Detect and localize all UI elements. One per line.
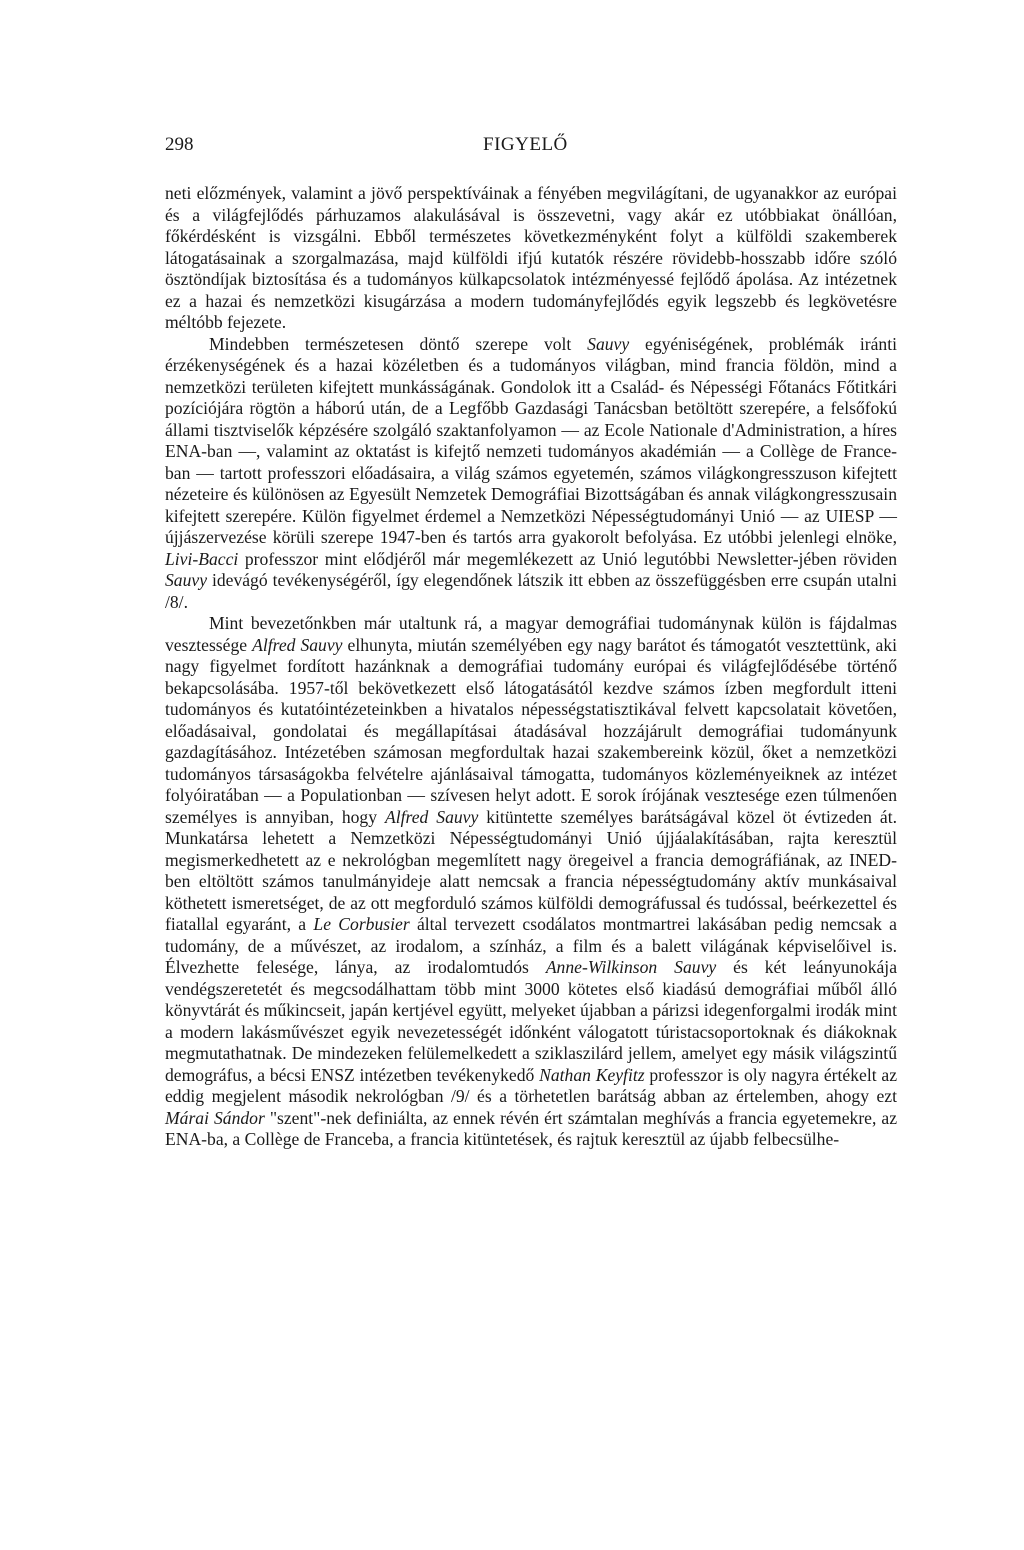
text-run: és két leányunokája vendégszeretetét és megcsodálhattam több mint 3000 kötetes első kiadású demográfiai műből álló könyvtárát és műkincseit, japán kertjével együtt, melyeket újabban a párizsi idegenforgalmi irodák mint a modern lakásművészet egyik nevezetességét időnként válogatott túristacsoportoknak és diákoknak megmutathatnak. De mindezeken felülemelkedett a sziklaszilárd jellem, amelyet egy másik világszintű demográfus, a bécsi ENSZ intézetben tevékenykedő [165, 957, 897, 1085]
italic-name: Nathan Keyfitz [539, 1064, 645, 1085]
page-header [165, 134, 895, 162]
text-run: egyéniségének, problémák iránti érzékenységének és a hazai közéletben és a tudományos világban, mind francia földön, mind a nemzetközi területen kifejtett munkásságának. Gondolok itt a Család- és Népességi Főtanács Főtitkári pozíciójára rögtön a háború után, de a Legfőbb Gazdasági Tanácsban betöltött szerepére, a felsőfokú állami tisztviselők képzésére szolgáló szaktanfolyamon — az Ecole Nationale d'Administration, a híres ENA-ban —, valamint az oktatást is kifejtő nemzeti tudományos akadémián — a Collège de France-ban — tartott professzori előadásaira, a világ számos egyetemén, számos világkongresszuson kifejtett nézeteire és különösen az Egyesült Nemzetek Demográfiai Bizottságában és annak világkongresszusain kifejtett szerepére. Külön figyelmet érdemel a Nemzetközi Népességtudományi Unió — az UIESP — újjászervezése körüli szerepe 1947-ben és tartós arra gyakorolt befolyása. Ez utóbbi jelenlegi elnöke, [165, 333, 897, 547]
page-number: 298 [165, 134, 194, 155]
italic-name: Márai Sándor [165, 1107, 265, 1128]
text-run: professzor is oly nagyra értékelt az eddig megjelent második nekrológban /9/ és a törhetetlen barátság abban az értelemben, ahogy ezt [165, 1064, 898, 1106]
text-run: "szent"-nek definiálta, az ennek révén ért számtalan meghívás a francia egyetemekre, az ENA-ba, a Collège de Franceba, a francia kitüntetések, és rajtuk keresztül az újabb felbecsülhe- [165, 1107, 897, 1149]
running-head: FIGYELŐ [483, 134, 568, 155]
italic-name: Livi-Bacci [165, 548, 239, 569]
text-run: kitüntette személyes barátságával közel öt évtizeden át. Munkatársa lehetett a Nemzetközi Népességtudományi Unió újjáalakításában, rajta keresztül megismerkedhetett az e nekrológban megemlített nagy öregeivel a francia demográfiának, az INED-ben eltöltött számos tanulmányideje alatt nemcsak a francia népességtudomány aktív munkásaival köthetett ismeretséget, de az ott megforduló számos külföldi demográfussal és tudóssal, beérkezettel és fiatallal egyaránt, a [165, 806, 897, 934]
italic-name: Alfred Sauvy [384, 806, 479, 827]
body-text [165, 183, 897, 1151]
paragraph-1 [165, 183, 897, 334]
text-run: professzor mint elődjéről már megemlékezett az Unió legutóbbi Newsletter-jében röviden [238, 548, 897, 569]
italic-name: Le Corbusier [313, 914, 410, 934]
paragraph-3 [165, 613, 897, 1151]
italic-name: Sauvy [587, 333, 630, 354]
text-run: neti előzmények, valamint a jövő perspektíváinak a fényében megvilágítani, de ugyanakkor az európai és a világfejlődés párhuzamos alakulásával is összevetni, vagy akár ez utóbbiakat önállóan, főkérdésként is vizsgálni. Ebből természetes következményként folyt a külföldi szakemberek látogatásainak a szorgalmazása, majd külföldi ifjú kutatók részére rövidebb-hosszabb időre szóló ösztöndíjak biztosítása és a tudományos külkapcsolatok intézményessé fejlődő ápolása. Az intézetnek ez a hazai és nemzetközi kisugárzása a modern tudományfejlődés egyik legszebb és legkövetésre méltóbb fejezete. [165, 183, 897, 332]
italic-name: Alfred Sauvy [252, 634, 343, 655]
text-run: Mindebben természetesen döntő szerepe volt [209, 333, 588, 354]
italic-name: Sauvy [165, 570, 208, 590]
text-run: idevágó tevékenységéről, így elegendőnek látszik itt ebben az összefüggésben erre csupán utalni /8/. [165, 570, 897, 612]
text-run: által tervezett csodálatos montmartrei lakásában pedig nemcsak a tudomány, de a művészet, az irodalom, a színház, a film és a balett világának képviselőivel is. Élvezhette felesége, lánya, az irodalomtudós [165, 914, 897, 977]
text-run: Mint bevezetőnkben már utaltunk rá, a magyar demográfiai tudománynak külön is fájdalmas vesztessége [165, 613, 897, 655]
text-run: elhunyta, miután személyében egy nagy barátot és támogatót vesztettünk, aki nagy figyelmet fordított hazánknak a demográfiai tudomány európai és világfejlődésébe történő bekapcsolásába. 1957-től bekövetkezett első látogatásától kezdve számos ízben megfordult itteni tudományos és kutatóintézeteinkben a hivatalos népességstatisztikával felvett kapcsolatait követően, előadásaival, gondolatai és megállapításai átadásával hozzájárult demográfiai tudományunk gazdagításához. Intézetében számosan megfordultak hazai szakembereink közül, őket a nemzetközi tudományos társaságokba felvételre ajánlásaival támogatta, tudományos közleményeiknek az intézet folyóiratában — a Populationban — szívesen helyt adott. E sorok írójának vesztesége ezen túlmenően személyes is annyiban, hogy [165, 634, 898, 827]
italic-name: Anne-Wilkinson Sauvy [545, 957, 717, 977]
paragraph-2 [165, 334, 897, 614]
